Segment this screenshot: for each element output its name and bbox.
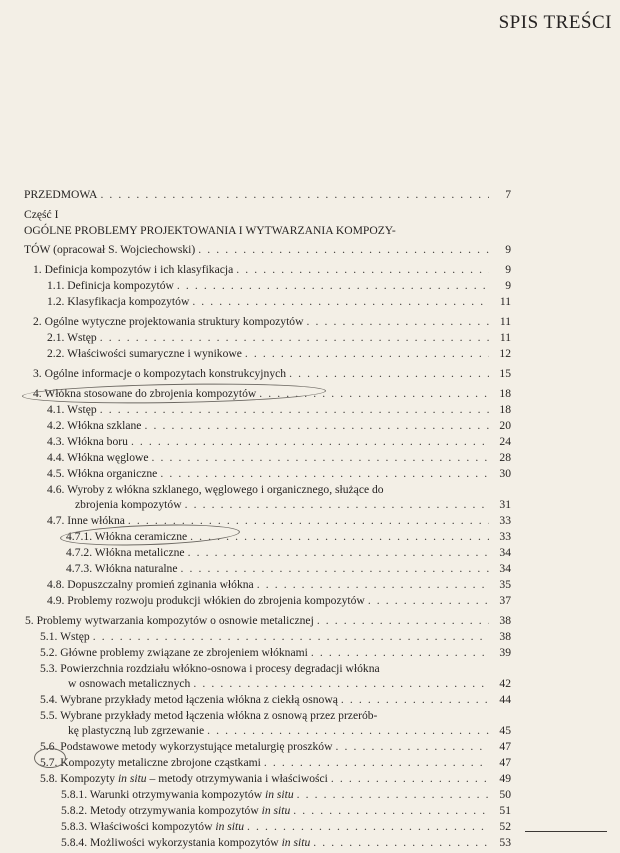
dot-leader [247,819,489,834]
toc-entry-page: 12 [499,347,511,360]
toc-entry [40,692,511,707]
dot-leader [257,577,489,592]
toc-entry [47,346,511,361]
toc-entry-page: 47 [499,756,511,769]
page-title: SPIS TREŚCI [498,12,612,33]
toc-entry [24,242,511,257]
dot-leader [293,803,489,818]
toc-entry-page: 15 [499,367,511,380]
toc-entry-label: 4.9. Problemy rozwoju produkcji włókien do zbrojenia kompozytów [47,594,365,607]
toc-entry-label: OGÓLNE PROBLEMY PROJEKTOWANIA I WYTWARZANIA KOMPOZY- [24,224,396,237]
toc-entry-label: 4.2. Włókna szklane [47,419,142,432]
toc-entry-label: 5.8.1. Warunki otrzymywania kompozytów in situ [61,788,294,801]
dot-leader [100,187,489,202]
toc-entry-label: w osnowach metalicznych [68,677,191,690]
dot-leader [198,242,489,257]
toc-entry-page: 53 [499,836,511,849]
footer-rule [525,831,607,832]
toc-entry-page: 9 [505,263,511,276]
toc-entry-label: 5.1. Wstęp [40,630,90,643]
toc-entry-page: 42 [499,677,511,690]
toc-entry-label: 4.5. Włókna organiczne [47,467,158,480]
toc-entry-page: 7 [505,188,511,201]
toc-entry-label: 5.5. Wybrane przykłady metod łączenia włókna z osnową przez przerób- [40,709,378,722]
toc-entry-label: 5.8. Kompozyty in situ – metody otrzymywania i właściwości [40,772,328,785]
dot-leader [160,466,489,481]
toc-entry [47,482,511,497]
toc-entry-page: 49 [499,772,511,785]
toc-entry-label: TÓW (opracował S. Wojciechowski) [24,243,196,256]
toc-entry-label: 4.3. Włókna boru [47,435,128,448]
toc-entry [61,835,511,850]
toc-entry [47,402,511,417]
toc-entry-page: 33 [499,530,511,543]
dot-leader [188,545,489,560]
toc-entry-page: 45 [499,724,511,737]
dot-leader [192,294,489,309]
toc-entry-label: 2.1. Wstęp [47,331,97,344]
toc-entry-page: 11 [499,315,511,328]
dot-leader [341,692,489,707]
toc-entry-label: 4. Włókna stosowane do zbrojenia kompozytów [33,387,257,400]
toc-entry [33,366,511,381]
toc-entry-page: 52 [499,820,511,833]
toc-entry [24,187,511,202]
dot-leader [331,771,489,786]
toc-entry [47,593,511,608]
toc-entry [47,330,511,345]
toc-entry [40,771,511,786]
toc-entry-page: 18 [499,387,511,400]
toc-entry [47,278,511,293]
dot-leader [335,739,489,754]
toc-entry-page: 51 [499,804,511,817]
toc-entry-label: 5.4. Wybrane przykłady metod łączenia włókna z ciekłą osnową [40,693,338,706]
toc-entry [75,497,511,512]
toc-entry-page: 38 [499,614,511,627]
toc-entry [66,545,511,560]
toc-entry-label: 5. Problemy wytwarzania kompozytów o osnowie metalicznej [25,614,314,627]
toc-entry [68,723,511,738]
toc-entry [40,739,511,754]
toc-entry-page: 47 [499,740,511,753]
toc-entry-label: 5.8.4. Możliwości wykorzystania kompozytów in situ [61,836,311,849]
toc-entry [68,676,511,691]
toc-entry-label: 1. Definicja kompozytów i ich klasyfikacja [33,263,234,276]
toc-entry-page: 38 [499,630,511,643]
toc-entry-label: kę plastyczną lub zgrzewanie [68,724,205,737]
toc-entry-label: 5.7. Kompozyty metaliczne zbrojone cząstkami [40,756,261,769]
toc-entry-page: 11 [499,295,511,308]
toc-entry-page: 24 [499,435,511,448]
toc-entry-label: 5.8.3. Właściwości kompozytów in situ [61,820,245,833]
toc-entry-label: 4.1. Wstęp [47,403,97,416]
toc-entry [24,223,511,238]
toc-entry-label: 3. Ogólne informacje o kompozytach konstrukcyjnych [33,367,287,380]
toc-entry [61,819,511,834]
toc-entry [24,207,511,222]
toc-entry [33,314,511,329]
dot-leader [207,723,489,738]
toc-entry-label: 5.8.2. Metody otrzymywania kompozytów in situ [61,804,291,817]
toc-entry [47,450,511,465]
toc-entry-page: 11 [499,331,511,344]
dot-leader [152,450,489,465]
toc-entry [61,787,511,802]
toc-entry-label: 5.6. Podstawowe metody wykorzystujące metalurgię proszków [40,740,333,753]
dot-leader [128,513,489,528]
toc-entry [47,513,511,528]
dot-leader [313,835,489,850]
toc-entry-page: 28 [499,451,511,464]
toc-entry [33,262,511,277]
dot-leader [190,529,489,544]
toc-entry-label: 4.7.3. Włókna naturalne [66,562,178,575]
dot-leader [100,402,489,417]
toc-entry-label: 4.6. Wyroby z włókna szklanego, węglowego i organicznego, służące do [47,483,384,496]
dot-leader [297,787,489,802]
toc-entry [25,613,511,628]
dot-leader [131,434,489,449]
toc-entry [40,708,511,723]
toc-entry-label: 5.2. Główne problemy związane ze zbrojeniem włóknami [40,646,308,659]
toc-entry-label: 4.4. Włókna węglowe [47,451,149,464]
toc-entry [40,755,511,770]
toc-entry-label: 4.8. Dopuszczalny promień zginania włókna [47,578,254,591]
dot-leader [368,593,489,608]
toc-entry [66,529,511,544]
toc-entry-label: 4.7. Inne włókna [47,514,125,527]
toc-entry [40,645,511,660]
toc-entry [47,294,511,309]
toc-entry-label: 5.3. Powierzchnia rozdziału włókno-osnowa i procesy degradacji włókna [40,662,380,675]
dot-leader [177,278,489,293]
toc-entry-page: 33 [499,514,511,527]
toc-entry [33,386,511,401]
toc-entry-page: 44 [499,693,511,706]
toc-entry-page: 37 [499,594,511,607]
toc-entry-page: 34 [499,546,511,559]
toc-entry-page: 39 [499,646,511,659]
toc-entry-label: 1.2. Klasyfikacja kompozytów [47,295,190,308]
dot-leader [289,366,489,381]
dot-leader [193,676,489,691]
toc-entry [47,418,511,433]
toc-entry-label: Część I [24,208,59,221]
dot-leader [93,629,489,644]
toc-entry-page: 34 [499,562,511,575]
dot-leader [264,755,489,770]
dot-leader [259,386,489,401]
toc-entry [40,661,511,676]
toc-entry-page: 30 [499,467,511,480]
toc-entry-label: zbrojenia kompozytów [75,498,182,511]
dot-leader [100,330,489,345]
toc-entry-label: 1.1. Definicja kompozytów [47,279,174,292]
dot-leader [144,418,489,433]
toc-entry [47,434,511,449]
dot-leader [181,561,489,576]
toc-entry-page: 31 [499,498,511,511]
toc-entry-label: 2.2. Właściwości sumaryczne i wynikowe [47,347,242,360]
toc-entry-page: 9 [505,243,511,256]
toc-entry-label: 2. Ogólne wytyczne projektowania struktury kompozytów [33,315,304,328]
dot-leader [306,314,489,329]
toc-entry-label: 4.7.1. Włókna ceramiczne [66,530,188,543]
toc-entry-page: 18 [499,403,511,416]
dot-leader [311,645,489,660]
dot-leader [317,613,489,628]
toc-entry [66,561,511,576]
toc-entry-page: 20 [499,419,511,432]
dot-leader [185,497,489,512]
toc-entry [47,577,511,592]
toc-entry-label: PRZEDMOWA [24,188,98,201]
dot-leader [236,262,489,277]
toc-entry-page: 9 [505,279,511,292]
toc-entry [40,629,511,644]
toc-entry-page: 35 [499,578,511,591]
toc-entry-page: 50 [499,788,511,801]
toc-entry [61,803,511,818]
toc-entry-label: 4.7.2. Włókna metaliczne [66,546,185,559]
toc-entry [47,466,511,481]
dot-leader [245,346,489,361]
